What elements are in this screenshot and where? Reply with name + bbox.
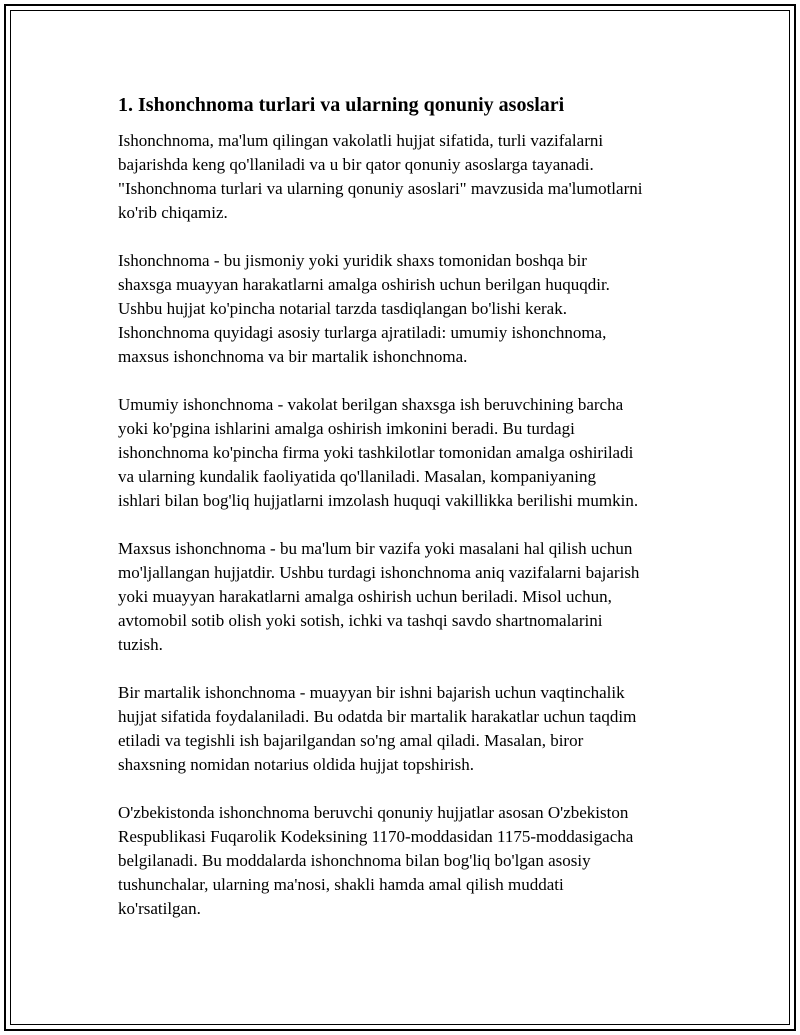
paragraph-line: avtomobil sotib olish yoki sotish, ichki va tashqi savdo shartnomalarini [118, 611, 603, 630]
paragraph-line: tushunchalar, ularning ma'nosi, shakli hamda amal qilish muddati [118, 875, 564, 894]
paragraph-line: ishonchnoma ko'pincha firma yoki tashkilotlar tomonidan amalga oshiriladi [118, 443, 634, 462]
paragraph-line: shaxsning nomidan notarius oldida hujjat topshirish. [118, 755, 475, 774]
paragraph-line: Maxsus ishonchnoma - bu ma'lum bir vazifa yoki masalani hal qilish uchun [118, 539, 633, 558]
paragraph-line: mo'ljallangan hujjatdir. Ushbu turdagi ishonchnoma aniq vazifalarni bajarish [118, 563, 640, 582]
paragraph-line: Ishonchnoma - bu jismoniy yoki yuridik shaxs tomonidan boshqa bir [118, 251, 587, 270]
paragraph-line: yoki muayyan harakatlarni amalga oshirish uchun beriladi. Misol uchun, [118, 587, 612, 606]
paragraph [118, 801, 698, 921]
section-heading: 1. Ishonchnoma turlari va ularning qonuniy asoslari [118, 94, 565, 116]
paragraph [118, 129, 698, 225]
paragraph-line: O'zbekistonda ishonchnoma beruvchi qonuniy hujjatlar asosan O'zbekiston [118, 803, 629, 822]
paragraph-line: Respublikasi Fuqarolik Kodeksining 1170-moddasidan 1175-moddasigacha [118, 827, 634, 846]
paragraph-line: ishlari bilan bog'liq hujjatlarni imzolash huquqi vakillikka berilishi mumkin. [118, 491, 639, 510]
paragraph-line: tuzish. [118, 635, 163, 654]
paragraph [118, 537, 698, 657]
paragraph-line: yoki ko'pgina ishlarini amalga oshirish imkonini beradi. Bu turdagi [118, 419, 575, 438]
paragraph-line: etiladi va tegishli ish bajarilgandan so'ng amal qiladi. Masalan, biror [118, 731, 584, 750]
paragraph-line: bajarishda keng qo'llaniladi va u bir qator qonuniy asoslarga tayanadi. [118, 155, 594, 174]
paragraph-line: hujjat sifatida foydalaniladi. Bu odatda bir martalik harakatlar uchun taqdim [118, 707, 637, 726]
paragraph-line: "Ishonchnoma turlari va ularning qonuniy asoslari" mavzusida ma'lumotlarni [118, 179, 643, 198]
paragraph-line: ko'rsatilgan. [118, 899, 201, 918]
paragraph-list [118, 129, 698, 921]
paragraph-line: va ularning kundalik faoliyatida qo'llaniladi. Masalan, kompaniyaning [118, 467, 597, 486]
paragraph-line: Ishonchnoma, ma'lum qilingan vakolatli hujjat sifatida, turli vazifalarni [118, 131, 604, 150]
paragraph-line: belgilanadi. Bu moddalarda ishonchnoma bilan bog'liq bo'lgan asosiy [118, 851, 591, 870]
paragraph-line: shaxsga muayyan harakatlarni amalga oshirish uchun berilgan huquqdir. [118, 275, 610, 294]
paragraph-line: Umumiy ishonchnoma - vakolat berilgan shaxsga ish beruvchining barcha [118, 395, 624, 414]
paragraph [118, 681, 698, 777]
paragraph [118, 393, 698, 513]
paragraph-line: Bir martalik ishonchnoma - muayyan bir ishni bajarish uchun vaqtinchalik [118, 683, 625, 702]
paragraph-line: Ishonchnoma quyidagi asosiy turlarga ajratiladi: umumiy ishonchnoma, [118, 323, 607, 342]
document-body [118, 91, 698, 945]
paragraph-line: maxsus ishonchnoma va bir martalik ishonchnoma. [118, 347, 468, 366]
paragraph-line: ko'rib chiqamiz. [118, 203, 228, 222]
paragraph-line: Ushbu hujjat ko'pincha notarial tarzda tasdiqlangan bo'lishi kerak. [118, 299, 567, 318]
paragraph [118, 249, 698, 369]
